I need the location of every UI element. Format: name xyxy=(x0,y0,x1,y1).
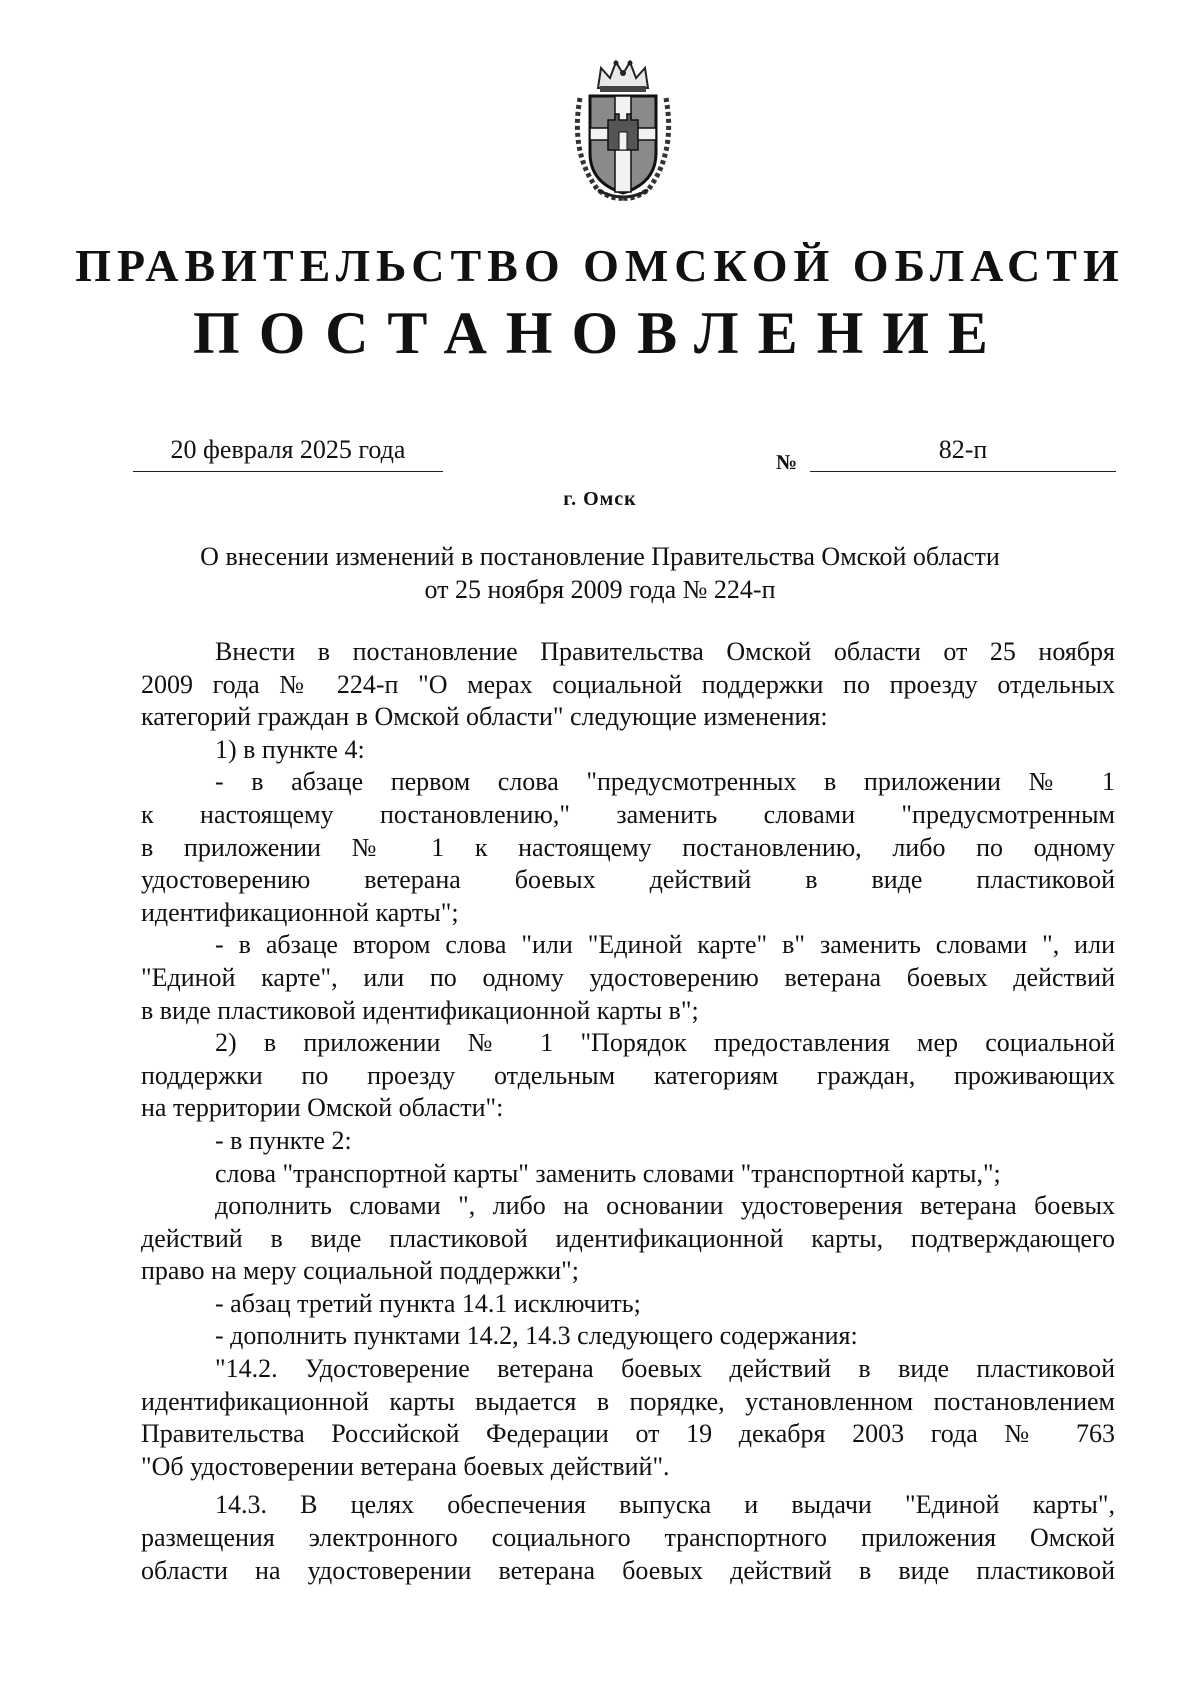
body-line: слова "транспортной карты" заменить словами "транспортной карты,"; xyxy=(215,1158,1001,1188)
body-line: на территории Омской области": xyxy=(141,1093,504,1123)
document-type-title: ПОСТАНОВЛЕНИЕ xyxy=(193,300,1007,366)
document-city: г. Омск xyxy=(563,488,637,510)
subject-line: О внесении изменений в постановление Правительства Омской области xyxy=(200,542,1000,571)
body-line: "Об удостоверении ветерана боевых действий". xyxy=(141,1451,670,1481)
body-line: в виде пластиковой идентификационной карты в"; xyxy=(141,995,699,1025)
body-line: Внести в постановление Правительства Омской области от 25 ноября xyxy=(215,637,1115,666)
body-line: в приложении № 1 к настоящему постановлению, либо по одному xyxy=(141,832,1115,862)
government-title: ПРАВИТЕЛЬСТВО ОМСКОЙ ОБЛАСТИ xyxy=(75,240,1125,291)
document-body xyxy=(141,636,1115,1587)
body-line: к настоящему постановлению," заменить словами "предусмотренным xyxy=(141,799,1115,829)
body-line: действий в виде пластиковой идентификационной карты, подтверждающего xyxy=(141,1223,1115,1253)
omsk-coat-of-arms-emblem xyxy=(568,58,678,203)
body-line: право на меру социальной поддержки"; xyxy=(141,1256,579,1286)
document-subject xyxy=(150,540,1050,606)
body-line: удостоверению ветерана боевых действий в виде пластиковой xyxy=(141,865,1115,895)
document-date: 20 февраля 2025 года xyxy=(133,435,443,472)
body-line: 1) в пункте 4: xyxy=(215,734,365,764)
body-line: - в абзаце первом слова "предусмотренных в приложении № 1 xyxy=(215,767,1115,797)
body-line: - в абзаце втором слова "или "Единой карте" в" заменить словами ", или xyxy=(215,930,1115,960)
body-line: 14.3. В целях обеспечения выпуска и выдачи "Единой карты", xyxy=(215,1490,1115,1520)
body-line: идентификационной карты выдается в порядке, установленном постановлением xyxy=(141,1386,1115,1416)
body-line: - дополнить пунктами 14.2, 14.3 следующего содержания: xyxy=(215,1321,858,1351)
body-line: Правительства Российской Федерации от 19 декабря 2003 года № 763 xyxy=(141,1419,1115,1449)
document-number: 82-п xyxy=(810,435,1116,472)
body-line: "Единой карте", или по одному удостоверению ветерана боевых действий xyxy=(141,962,1115,992)
body-line: размещения электронного социального транспортного приложения Омской xyxy=(141,1523,1115,1553)
body-line: поддержки по проезду отдельным категориям граждан, проживающих xyxy=(141,1060,1115,1090)
document-number-label: № xyxy=(776,450,798,474)
body-line: 2009 года № 224-п "О мерах социальной поддержки по проезду отдельных xyxy=(141,669,1115,699)
body-line: "14.2. Удостоверение ветерана боевых действий в виде пластиковой xyxy=(215,1354,1115,1384)
body-line: - абзац третий пункта 14.1 исключить; xyxy=(215,1288,641,1318)
body-line: дополнить словами ", либо на основании удостоверения ветерана боевых xyxy=(215,1191,1115,1221)
body-line: области на удостоверении ветерана боевых действий в виде пластиковой xyxy=(141,1555,1115,1585)
subject-line: от 25 ноября 2009 года № 224-п xyxy=(424,575,776,604)
body-line: 2) в приложении № 1 "Порядок предоставления мер социальной xyxy=(215,1028,1115,1058)
body-line: категорий граждан в Омской области" следующие изменения: xyxy=(141,702,828,732)
body-line: - в пункте 2: xyxy=(215,1125,352,1155)
body-line: идентификационной карты"; xyxy=(141,897,459,927)
